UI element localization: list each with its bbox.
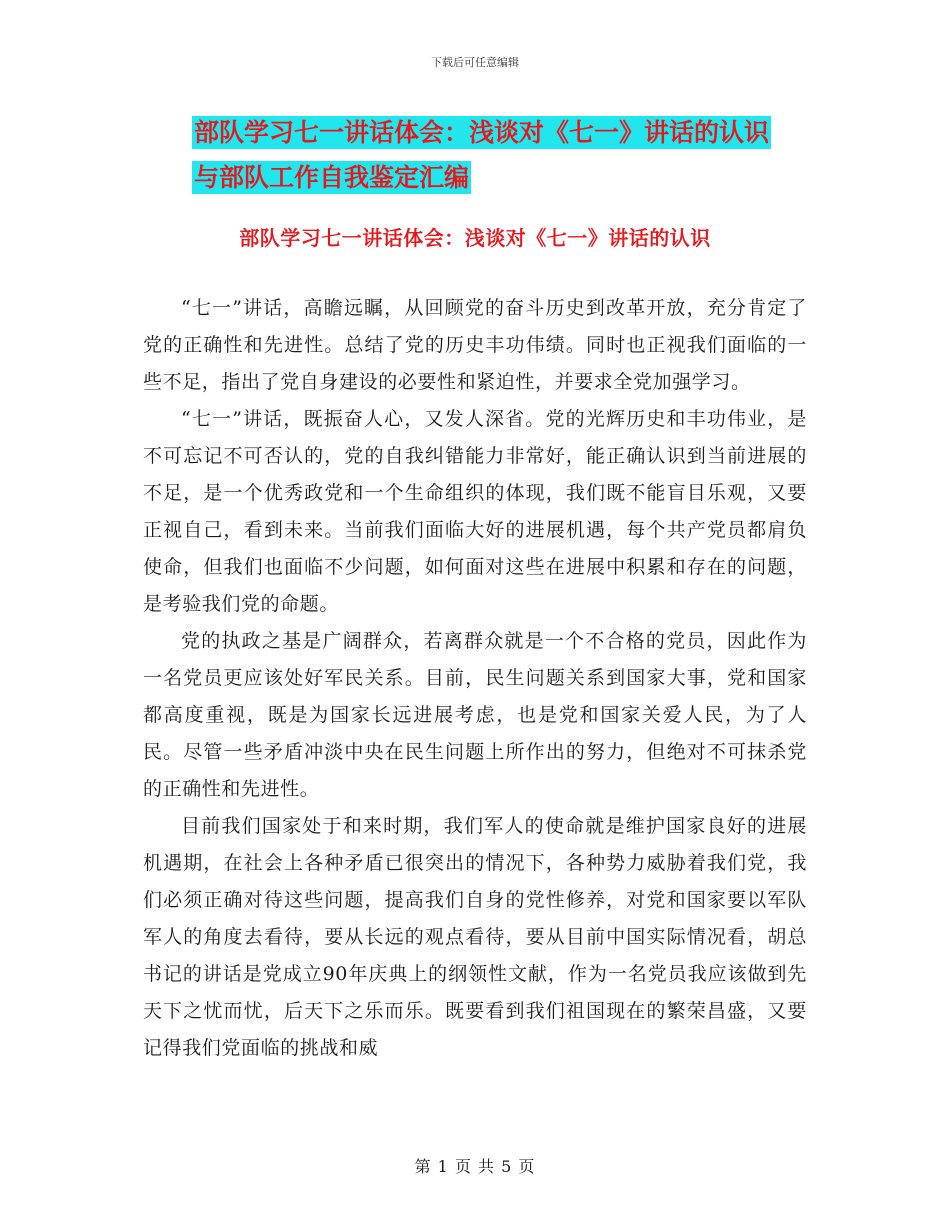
paragraph-3: 党的执政之基是广阔群众，若离群众就是一个不合格的党员，因此作为一名党员更应该处好军民关系。目前，民生问题关系到国家大事，党和国家都高度重视，既是为国家长远进展考虑，也是党和国家关爱人民，为了人民。尽管一些矛盾冲淡中央在民生问题上所作出的努力，但绝对不可抹杀党的正确性和先进性。 bbox=[143, 630, 807, 800]
document-title bbox=[140, 110, 830, 200]
paragraph-2: “七一”讲话，既振奋人心，又发人深省。党的光辉历史和丰功伟业，是不可忘记不可否认的，党的自我纠错能力非常好，能正确认识到当前进展的不足，是一个优秀政党和一个生命组织的体现，我们既不能盲目乐观，又要正视自己，看到未来。当前我们面临大好的进展机遇，每个共产党员都肩负使命，但我们也面临不少问题，如何面对这些在进展中积累和存在的问题，是考验我们党的命题。 bbox=[143, 408, 807, 615]
section-heading: 部队学习七一讲话体会：浅谈对《七一》讲话的认识 bbox=[239, 226, 711, 250]
header-note: 下载后可任意编辑 bbox=[431, 56, 519, 69]
paragraph-1: “七一”讲话，高瞻远瞩，从回顾党的奋斗历史到改革开放，充分肯定了党的正确性和先进性。总结了党的历史丰功伟绩。同时也正视我们面临的一些不足，指出了党自身建设的必要性和紧迫性，并要求全党加强学习。 bbox=[143, 297, 807, 393]
page-number-footer: 第 1 页 共 5 页 bbox=[414, 1157, 536, 1176]
document-body bbox=[143, 290, 807, 1067]
title-line-2: 与部队工作自我鉴定汇编 bbox=[194, 163, 470, 192]
paragraph-4: 目前我们国家处于和来时期，我们军人的使命就是维护国家良好的进展机遇期，在社会上各种矛盾已很突出的情况下，各种势力威胁着我们党，我们必须正确对待这些问题，提高我们自身的党性修养，对党和国家要以军队军人的角度去看待，要从长远的观点看待，要从目前中国实际情况看，胡总书记的讲话是党成立90年庆典上的纲领性文献，作为一名党员我应该做到先天下之忧而忧，后天下之乐而乐。既要看到我们祖国现在的繁荣昌盛，又要记得我们党面临的挑战和威 bbox=[143, 815, 807, 1059]
title-line-1: 部队学习七一讲话体会：浅谈对《七一》讲话的认识 bbox=[194, 118, 770, 147]
